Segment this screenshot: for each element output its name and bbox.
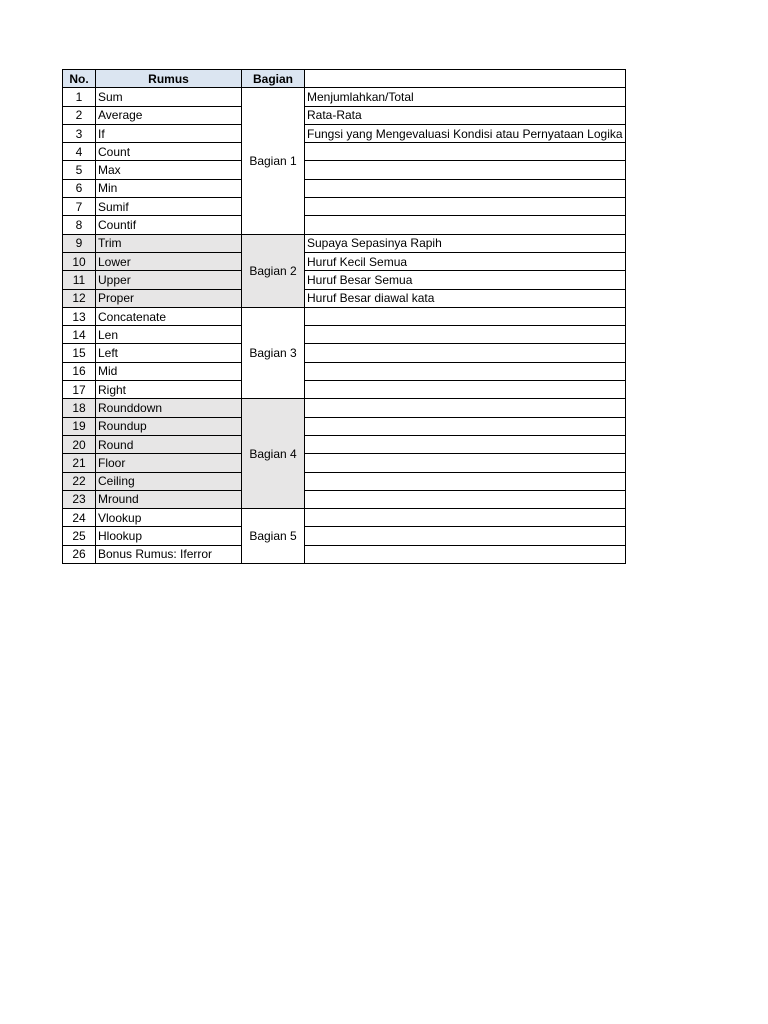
cell-rumus[interactable]: Left (96, 344, 242, 362)
table-row (63, 88, 626, 106)
header-row (63, 70, 626, 88)
table-row (63, 381, 626, 399)
cell-bagian[interactable]: Bagian 2 (242, 234, 305, 307)
cell-no[interactable]: 18 (63, 399, 96, 417)
table-row (63, 307, 626, 325)
cell-keterangan[interactable] (305, 509, 626, 527)
cell-rumus[interactable]: Floor (96, 454, 242, 472)
formula-table (62, 69, 626, 564)
table-row (63, 124, 626, 142)
cell-keterangan[interactable] (305, 307, 626, 325)
keterangan-text: Huruf Besar diawal kata (307, 291, 435, 306)
table-row (63, 252, 626, 270)
cell-keterangan[interactable] (305, 381, 626, 399)
cell-no[interactable]: 2 (63, 106, 96, 124)
cell-keterangan[interactable] (305, 417, 626, 435)
cell-rumus[interactable]: Concatenate (96, 307, 242, 325)
cell-rumus[interactable]: Lower (96, 252, 242, 270)
cell-no[interactable]: 25 (63, 527, 96, 545)
cell-bagian[interactable]: Bagian 4 (242, 399, 305, 509)
table-row (63, 161, 626, 179)
cell-no[interactable]: 14 (63, 326, 96, 344)
table-row (63, 344, 626, 362)
cell-no[interactable]: 8 (63, 216, 96, 234)
cell-keterangan[interactable] (305, 326, 626, 344)
cell-keterangan[interactable] (305, 527, 626, 545)
table-row (63, 527, 626, 545)
cell-rumus[interactable]: Bonus Rumus: Iferror (96, 545, 242, 563)
header-keterangan[interactable] (305, 70, 626, 88)
table-row (63, 362, 626, 380)
cell-keterangan[interactable] (305, 124, 626, 142)
keterangan-text: Supaya Sepasinya Rapih (307, 236, 442, 251)
cell-no[interactable]: 10 (63, 252, 96, 270)
header-no[interactable]: No. (63, 70, 96, 88)
table-row (63, 454, 626, 472)
cell-rumus[interactable]: Hlookup (96, 527, 242, 545)
cell-keterangan[interactable] (305, 179, 626, 197)
cell-keterangan[interactable] (305, 435, 626, 453)
table-row (63, 179, 626, 197)
cell-rumus[interactable]: Roundup (96, 417, 242, 435)
cell-keterangan[interactable] (305, 88, 626, 106)
cell-keterangan[interactable] (305, 143, 626, 161)
cell-no[interactable]: 11 (63, 271, 96, 289)
table-row (63, 490, 626, 508)
cell-keterangan[interactable] (305, 454, 626, 472)
table-row (63, 198, 626, 216)
cell-rumus[interactable]: Average (96, 106, 242, 124)
table-row (63, 216, 626, 234)
cell-no[interactable]: 20 (63, 435, 96, 453)
cell-no[interactable]: 24 (63, 509, 96, 527)
cell-no[interactable]: 19 (63, 417, 96, 435)
cell-bagian[interactable]: Bagian 5 (242, 509, 305, 564)
cell-keterangan[interactable] (305, 234, 626, 252)
keterangan-text: Rata-Rata (307, 108, 362, 123)
table-row (63, 234, 626, 252)
table-row (63, 326, 626, 344)
cell-keterangan[interactable] (305, 289, 626, 307)
cell-rumus[interactable]: Right (96, 381, 242, 399)
header-rumus[interactable]: Rumus (96, 70, 242, 88)
cell-no[interactable]: 13 (63, 307, 96, 325)
cell-keterangan[interactable] (305, 106, 626, 124)
cell-no[interactable]: 12 (63, 289, 96, 307)
cell-rumus[interactable]: Ceiling (96, 472, 242, 490)
cell-bagian[interactable]: Bagian 1 (242, 88, 305, 234)
cell-keterangan[interactable] (305, 252, 626, 270)
table-row (63, 545, 626, 563)
cell-rumus[interactable]: Mround (96, 490, 242, 508)
cell-no[interactable]: 3 (63, 124, 96, 142)
cell-no[interactable]: 1 (63, 88, 96, 106)
cell-rumus[interactable]: If (96, 124, 242, 142)
table-row (63, 289, 626, 307)
cell-keterangan[interactable] (305, 490, 626, 508)
cell-no[interactable]: 22 (63, 472, 96, 490)
cell-keterangan[interactable] (305, 362, 626, 380)
cell-no[interactable]: 9 (63, 234, 96, 252)
keterangan-text: Menjumlahkan/Total (307, 89, 414, 104)
cell-keterangan[interactable] (305, 344, 626, 362)
cell-no[interactable]: 16 (63, 362, 96, 380)
cell-rumus[interactable]: Max (96, 161, 242, 179)
cell-rumus[interactable]: Min (96, 179, 242, 197)
cell-keterangan[interactable] (305, 216, 626, 234)
cell-keterangan[interactable] (305, 399, 626, 417)
cell-keterangan[interactable] (305, 161, 626, 179)
cell-no[interactable]: 4 (63, 143, 96, 161)
cell-keterangan[interactable] (305, 472, 626, 490)
cell-rumus[interactable]: Proper (96, 289, 242, 307)
cell-rumus[interactable]: Sumif (96, 198, 242, 216)
table-row (63, 472, 626, 490)
keterangan-text: Huruf Kecil Semua (307, 254, 408, 269)
cell-no[interactable]: 5 (63, 161, 96, 179)
cell-keterangan[interactable] (305, 271, 626, 289)
cell-rumus[interactable]: Len (96, 326, 242, 344)
cell-bagian[interactable]: Bagian 3 (242, 307, 305, 398)
table-body (63, 88, 626, 564)
cell-rumus[interactable]: Rounddown (96, 399, 242, 417)
cell-no[interactable]: 23 (63, 490, 96, 508)
table-row (63, 509, 626, 527)
cell-rumus[interactable]: Upper (96, 271, 242, 289)
cell-rumus[interactable]: Round (96, 435, 242, 453)
table-row (63, 106, 626, 124)
cell-rumus[interactable]: Trim (96, 234, 242, 252)
cell-keterangan[interactable] (305, 545, 626, 563)
cell-no[interactable]: 7 (63, 198, 96, 216)
cell-no[interactable]: 15 (63, 344, 96, 362)
cell-rumus[interactable]: Countif (96, 216, 242, 234)
cell-rumus[interactable]: Count (96, 143, 242, 161)
keterangan-text: Fungsi yang Mengevaluasi Kondisi atau Pernyataan Logika (307, 126, 623, 141)
cell-no[interactable]: 17 (63, 381, 96, 399)
table-row (63, 399, 626, 417)
cell-no[interactable]: 26 (63, 545, 96, 563)
cell-keterangan[interactable] (305, 198, 626, 216)
cell-no[interactable]: 6 (63, 179, 96, 197)
table-row (63, 435, 626, 453)
cell-rumus[interactable]: Mid (96, 362, 242, 380)
spreadsheet-sheet (62, 69, 626, 564)
cell-rumus[interactable]: Vlookup (96, 509, 242, 527)
cell-rumus[interactable]: Sum (96, 88, 242, 106)
table-row (63, 417, 626, 435)
keterangan-text: Huruf Besar Semua (307, 272, 413, 287)
table-row (63, 271, 626, 289)
header-bagian[interactable]: Bagian (242, 70, 305, 88)
table-row (63, 143, 626, 161)
cell-no[interactable]: 21 (63, 454, 96, 472)
